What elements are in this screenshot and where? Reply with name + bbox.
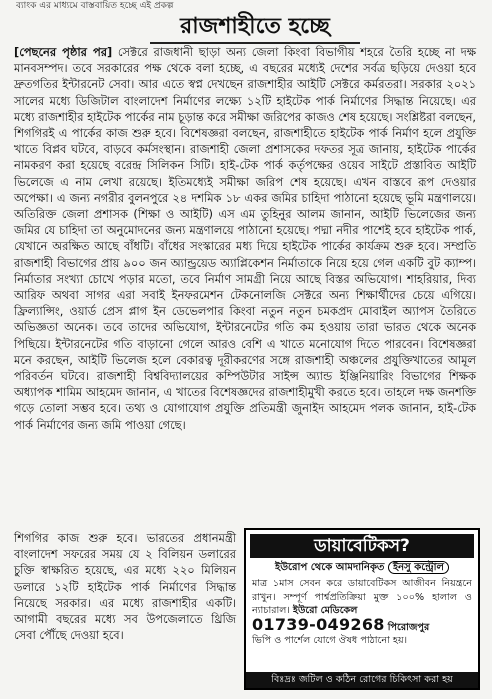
ad-brand: ইনসু কন্ট্রোল xyxy=(388,561,449,574)
previous-text-strip: ব্যাংক এর মাধ্যমে বাস্তবায়িত হচ্ছে এই প্রকল্প xyxy=(16,1,174,11)
ad-location: পিরোজপুর xyxy=(387,621,430,633)
ad-subtitle-pre: ইউরোপ থেকে আমদানিকৃত xyxy=(275,562,385,573)
ad-delivery: ভিপি ও পার্শেল যোগে ঔষধ পাঠানো হয়। xyxy=(252,635,408,646)
article-text: সেক্টরে রাজধানী ছাড়া অন্য জেলা কিংবা বিভাগীয় শহরে তৈরি হচ্ছে না দক্ষ মানবসম্পদ। তবে সরকারের পক্ষ থেকে বলা হচ্ছে, এ বছরের মধ্যেই দেশের সর্বত্র ছড়িয়ে দেওয়া হবে দ্রুতগতির ইন্টারনেট সেবা। আর এতে স্বপ্ন দেখছেন রাজশাহীর আইটি সেক্টরে কর্মরতরা। সরকার ২০২১ সালের মধ্যে ডিজিটাল বাংলাদেশ নির্মাণের লক্ষ্যে ১২টি হাইটেক পার্ক নির্মাণের সিদ্ধান্ত নিয়েছে। এর মধ্যে রাজশাহীর হাইটেক পার্কের নাম চূড়ান্ত করে সমীক্ষা জরিপের কাজও শেষ হয়েছে। সংশ্লিষ্টরা বলছেন, শিগগিরই এ পার্কের কাজ শুরু হবে। বিশেষজ্ঞরা বলছেন, রাজশাহীতে হাইটেক পার্ক নির্মাণ হলে প্রযুক্তি খাতে বিপ্লব ঘটবে, বাড়বে কর্মসংস্থান। রাজশাহী জেলা প্রশাসকের দফতর সূত্র জানায়, হাইটেক পার্কের নামকরণ করা হয়েছে বরেন্দ্র সিলিকন সিটি। হাই-টেক পার্ক কর্তৃপক্ষের ওয়েব সাইটে প্রস্তাবিত আইটি ভিলেজে এ নাম লেখা রয়েছে। ইতিমধ্যেই সমীক্ষা জরিপ শেষ হয়েছে। এখন বাস্তবে রূপ দেওয়ার অপেক্ষা। এ জন্য নগরীর বুলনপুরে ২৪ দশমিক ১৮ একর জমির চাহিদা পাঠানো হয়েছে ভূমি মন্ত্রণালয়ে। অতিরিক্ত জেলা প্রশাসক (শিক্ষা ও আইটি) এস এম তুহিনুর আলম জানান, আইটি ভিলেজের জন্য জমির যে চাহিদা তা অনুমোদনের জন্য মন্ত্রণালয়ে পাঠানো হয়েছে। পদ্মা নদীর পাশেই হবে হাইটেক পার্ক, যেখানে অরক্ষিত আছে বাঁধটি। বাঁধের সংস্কারের মধ্য দিয়ে হাইটেক পার্কের কার্যক্রম শুরু হবে। সম্প্রতি রাজশাহী বিভাগের প্রায় ৯০০ জন অ্যান্ড্রয়েড অ্যাপ্লিকেশন নির্মাতাকে নিয়ে হয়ে গেল একটি বুট ক্যাম্প। নির্মাতার সংখ্যা চোখে পড়ার মতো, তবে নির্মাণ সামগ্রী নিয়ে আছে বিস্তর অভিযোগ। শাহরিয়ার, দিব্য আরিফ অথবা সাগর এরা সবাই ইনফরমেশন টেকনোলজি সেক্টরে অন্য শিক্ষার্থীদের চেয়ে এগিয়ে। ফ্রিল্যান্সিং, ওয়ার্ড প্রেস প্লাগ ইন ডেভেলপার কিংবা নতুন নতুন চমকপ্রদ মোবাইল অ্যাপস তৈরিতে অভিজ্ঞতা অনেক। তবে তাদের অভিযোগ, ইন্টারনেটের গতি কম হওয়ায় তারা ভারত থেকে অনেক পিছিয়ে। ইন্টারনেটের গতি বাড়ানো গেলে আরও বেশি এ খাতে মনোযোগ দিতে পারবেন। বিশেষজ্ঞরা মনে করছেন, আইটি ভিলেজ হলে বেকারত্ব দূরীকরণের সঙ্গে রাজশাহী অঞ্চলের প্রযুক্তিখাতের আমূল পরিবর্তন ঘটবে। রাজশাহী বিশ্ববিদ্যালয়ের কম্পিউটার সাইন্স অ্যান্ড ইঞ্জিনিয়ারিং বিভাগের শিক্ষক অধ্যাপক শামিম আহমেদ জানান, এ খাতের বিশেষজ্ঞদের রাজশাহীমুখী করতে হবে। তাহলে দক্ষ জনশক্তি গড়ে তোলা সম্ভব হবে। তথ্য ও যোগাযোগ প্রযুক্তি প্রতিমন্ত্রী জুনাইদ আহমেদ পলক জানান, হাই-টেক পার্ক নির্মাণের জন্য জমি পাওয়া গেছে। xyxy=(14,45,477,432)
article-lower-column xyxy=(14,530,236,643)
ad-footnote: বিঃদ্রঃ জটিল ও কঠিন রোগের চিকিৎসা করা হয় xyxy=(246,672,478,688)
article-body xyxy=(14,44,476,433)
ad-phone: 01739-049268 xyxy=(252,614,385,634)
ad-title: ডায়াবেটিকস? xyxy=(250,534,474,558)
ad-company: ইউরো মেডিকেল xyxy=(292,605,358,616)
continuation-marker: [পেছনের পৃষ্ঠার পর] xyxy=(14,45,113,59)
article-lower-text: শিগগির কাজ শুরু হবে। ভারতের প্রধানমন্ত্রী বাংলাদেশ সফরের সময় যে ২ বিলিয়ন ডলারের চুক্তি স্বাক্ষরিত হয়েছে, এর মধ্যে ২২০ মিলিয়ন ডলারে ১২টি হাইটেক পার্ক নির্মাণের সিদ্ধান্ত নিয়েছে সরকার। এর মধ্যে রাজশাহীর একটি। আগামী বছরের মধ্যে সব উপজেলাতে থ্রিজি সেবা পৌঁছে দেওয়া হবে। xyxy=(14,531,236,643)
ad-body xyxy=(252,577,472,648)
ad-description: মাত্র ১মাস সেবন করে ডায়াবেটিকস আজীবন নিয়ন্ত্রনে রাখুন। সম্পূর্ণ পার্শ্বপ্রতিক্রিয়া মুক্ত ১০০% হালাল ও ন্যাচারাল। xyxy=(252,578,472,616)
ad-subtitle xyxy=(246,560,478,575)
diabetes-advertisement xyxy=(244,528,480,690)
article-headline: রাজশাহীতে হচ্ছে xyxy=(150,12,360,44)
